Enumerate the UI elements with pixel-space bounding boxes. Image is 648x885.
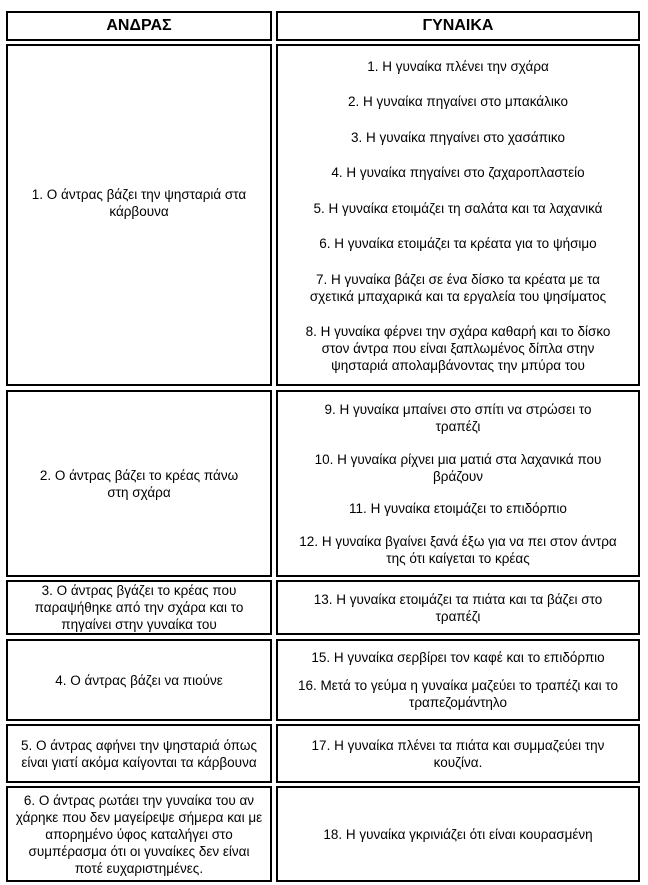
row-2-man-cell <box>6 390 272 577</box>
row-4-woman-cell <box>276 639 640 721</box>
header-man-label: ΑΝΔΡΑΣ <box>106 17 172 34</box>
row-1-man-text: 1. Ο άντρας βάζει την ψησταριά στα κάρβουνα <box>31 187 247 219</box>
woman-task-4: 4. Η γυναίκα πηγαίνει στο ζαχαροπλαστείο <box>331 165 585 181</box>
woman-task-3: 3. Η γυναίκα πηγαίνει στο χασάπικο <box>350 129 566 145</box>
header-woman <box>276 11 640 41</box>
row-6-woman-cell <box>276 786 640 882</box>
row-5-man-cell <box>6 724 272 783</box>
woman-task-8: 8. Η γυναίκα φέρνει την σχάρα καθαρή και το δίσκο στον άντρα που είναι ξαπλωμένος δίπλα στην ψησταριά απολαμβάνοντας την μπύρα του <box>305 323 611 373</box>
woman-task-18: 18. Η γυναίκα γκρινιάζει ότι είναι κουρασμένη <box>323 826 593 842</box>
row-3-man-text: 3. Ο άντρας βγάζει το κρέας που παραψήθηκε από την σχάρα και το πηγαίνει στην γυναίκα του <box>34 583 244 632</box>
woman-task-15: 15. Η γυναίκα σερβίρει τον καφέ και το επιδόρπιο <box>311 649 605 665</box>
row-3-woman-cell <box>276 580 640 635</box>
row-4-man-text: 4. Ο άντρας βάζει να πιούνε <box>55 672 223 688</box>
header-woman-label: ΓΥΝΑΙΚΑ <box>422 17 494 34</box>
woman-task-9: 9. Η γυναίκα μπαίνει στο σπίτι να στρώσει το τραπέζι <box>324 402 592 434</box>
row-5-woman-cell <box>276 724 640 783</box>
woman-task-12: 12. Η γυναίκα βγαίνει ξανά έξω για να πει στον άντρα της ότι καίγεται το κρέας <box>299 533 617 566</box>
woman-task-5: 5. Η γυναίκα ετοιμάζει τη σαλάτα και τα λαχανικά <box>313 200 603 216</box>
woman-task-10: 10. Η γυναίκα ρίχνει μια ματιά στα λαχανικά που βράζουν <box>314 451 602 484</box>
header-man <box>6 11 272 41</box>
row-6-man-cell <box>6 786 272 882</box>
row-5-man-text: 5. Ο άντρας αφήνει την ψησταριά όπως είναι γιατί ακόμα καίγονται τα κάρβουνα <box>21 737 257 770</box>
row-6-man-text: 6. Ο άντρας ρωτάει την γυναίκα του αν χάρηκε που δεν μαγείρεψε σήμερα και με απορημένο ύφος καταλήγει στο συμπέρασμα ότι οι γυναίκες δεν είναι ποτέ ευχαριστημένες. <box>15 792 263 876</box>
woman-task-17: 17. Η γυναίκα πλένει τα πιάτα και συμμαζεύει την κουζίνα. <box>311 737 605 770</box>
row-2-man-text: 2. Ο άντρας βάζει το κρέας πάνω στη σχάρα <box>39 467 239 500</box>
row-4-man-cell <box>6 639 272 721</box>
row-2-woman-cell <box>276 390 640 577</box>
woman-task-6: 6. Η γυναίκα ετοιμάζει τα κρέατα για το ψήσιμο <box>319 236 597 252</box>
comparison-table <box>6 11 640 882</box>
woman-task-11: 11. Η γυναίκα ετοιμάζει το επιδόρπιο <box>349 501 567 517</box>
row-3-man-cell <box>6 580 272 635</box>
woman-task-2: 2. Η γυναίκα πηγαίνει στο μπακάλικο <box>348 94 568 110</box>
woman-task-1: 1. Η γυναίκα πλένει την σχάρα <box>367 59 549 74</box>
woman-task-16: 16. Μετά το γεύμα η γυναίκα μαζεύει το τραπέζι και το τραπεζομάντηλο <box>298 678 618 711</box>
woman-task-7: 7. Η γυναίκα βάζει σε ένα δίσκο τα κρέατα με τα σχετικά μπαχαρικά και τα εργαλεία του ψησίματος <box>309 271 607 304</box>
woman-task-13: 13. Η γυναίκα ετοιμάζει τα πιάτα και τα βάζει στο τραπέζι <box>313 591 603 624</box>
row-1-man-cell <box>6 44 272 386</box>
row-1-woman-cell <box>276 44 640 386</box>
